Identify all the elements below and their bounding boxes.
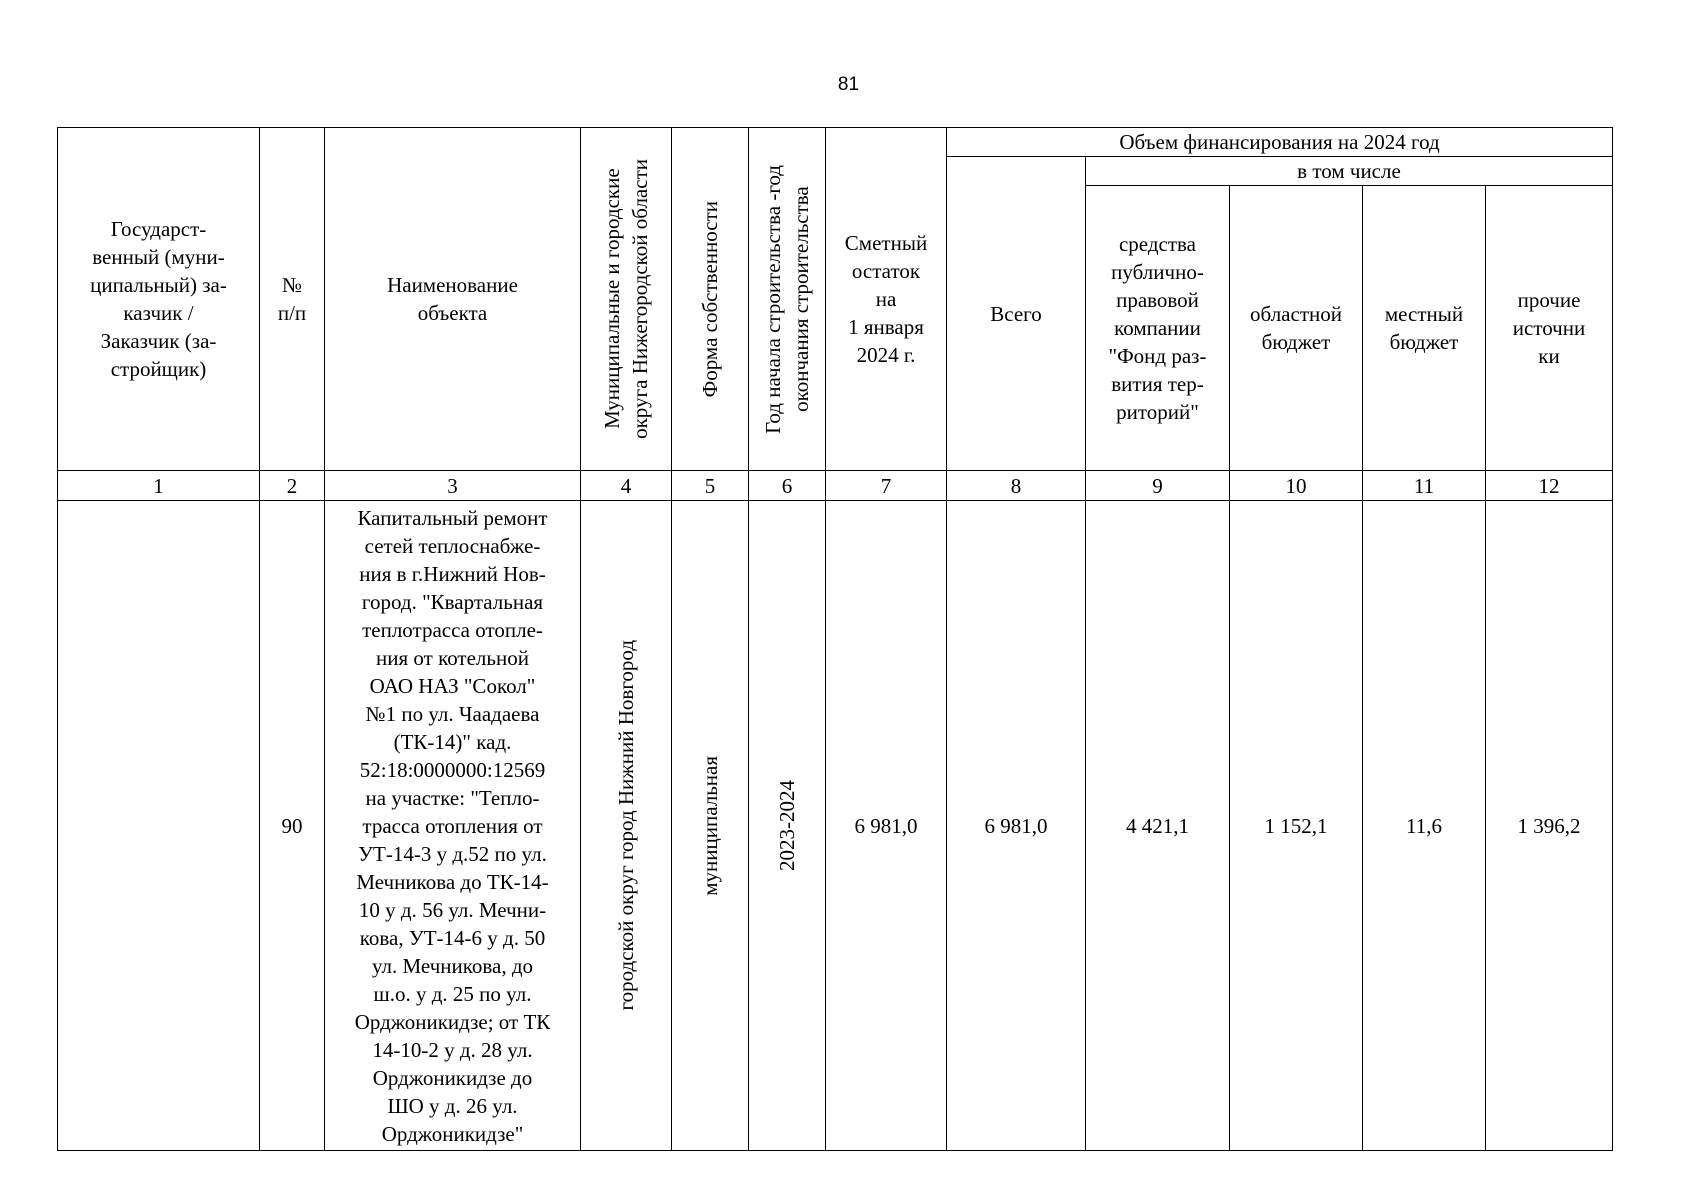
col-num-10: 10 xyxy=(1230,471,1363,501)
row-remainder: 6 981,0 xyxy=(826,501,947,1151)
row-municipal xyxy=(581,501,672,1151)
header-ownership xyxy=(672,128,749,471)
row-total: 6 981,0 xyxy=(947,501,1086,1151)
col-num-2: 2 xyxy=(260,471,325,501)
header-fund: средства публично- правовой компании "Фонд раз- вития тер- риторий" xyxy=(1086,186,1230,471)
table-row xyxy=(58,501,1613,1151)
row-fund: 4 421,1 xyxy=(1086,501,1230,1151)
col-num-12: 12 xyxy=(1486,471,1613,501)
header-customer: Государст- венный (муни- ципальный) за- казчик / Заказчик (за- стройщик) xyxy=(58,128,260,471)
col-num-7: 7 xyxy=(826,471,947,501)
col-num-11: 11 xyxy=(1363,471,1486,501)
col-num-4: 4 xyxy=(581,471,672,501)
header-num: № п/п xyxy=(260,128,325,471)
row-ownership xyxy=(672,501,749,1151)
header-total: Всего xyxy=(947,157,1086,471)
row-ownership-text: муниципальная xyxy=(698,755,722,896)
row-municipal-text: городской округ город Нижний Новгород xyxy=(614,640,638,1011)
col-num-6: 6 xyxy=(749,471,826,501)
row-years xyxy=(749,501,826,1151)
col-num-8: 8 xyxy=(947,471,1086,501)
col-num-1: 1 xyxy=(58,471,260,501)
header-remainder: Сметный остаток на 1 января 2024 г. xyxy=(826,128,947,471)
row-years-text: 2023-2024 xyxy=(775,780,799,871)
header-years xyxy=(749,128,826,471)
row-other: 1 396,2 xyxy=(1486,501,1613,1151)
header-local: местный бюджет xyxy=(1363,186,1486,471)
page-number: 81 xyxy=(837,74,860,95)
row-customer xyxy=(58,501,260,1151)
header-municipal xyxy=(581,128,672,471)
header-municipal-line-1: Муниципальные и городские xyxy=(600,168,624,430)
header-other: прочие источни ки xyxy=(1486,186,1613,471)
col-num-3: 3 xyxy=(325,471,581,501)
header-including: в том числе xyxy=(1086,157,1613,186)
header-years-line-2: окончания строительства xyxy=(789,186,813,412)
col-num-9: 9 xyxy=(1086,471,1230,501)
row-local: 11,6 xyxy=(1363,501,1486,1151)
col-num-5: 5 xyxy=(672,471,749,501)
header-municipal-line-2: округа Нижегородской области xyxy=(628,159,652,439)
header-regional: областной бюджет xyxy=(1230,186,1363,471)
row-object-name: Капитальный ремонт сетей теплоснабже- ния в г.Нижний Нов- город. "Квартальная теплотрасса отопле- ния от котельной ОАО НАЗ "Сокол" №1 по ул. Чаадаева (ТК-14)" кад. 52:18:0000000:12569 на участке: "Тепло- трасса отопления от УТ-14-3 у д.52 по ул. Мечникова до ТК-14- 10 у д. 56 ул. Мечни- кова, УТ-14-6 у д. 50 ул. Мечникова, до ш.о. у д. 25 по ул. Орджоникидзе; от ТК 14-10-2 у д. 28 ул. Орджоникидзе до ШО у д. 26 ул. Орджоникидзе" xyxy=(325,501,581,1151)
row-num: 90 xyxy=(260,501,325,1151)
header-name: Наименование объекта xyxy=(325,128,581,471)
header-years-line-1: Год начала строительства -год xyxy=(761,164,785,434)
financing-table xyxy=(57,127,1613,1151)
header-ownership-text: Форма собственности xyxy=(698,200,722,398)
column-number-row xyxy=(58,471,1613,501)
header-funding-title: Объем финансирования на 2024 год xyxy=(947,128,1613,157)
row-regional: 1 152,1 xyxy=(1230,501,1363,1151)
